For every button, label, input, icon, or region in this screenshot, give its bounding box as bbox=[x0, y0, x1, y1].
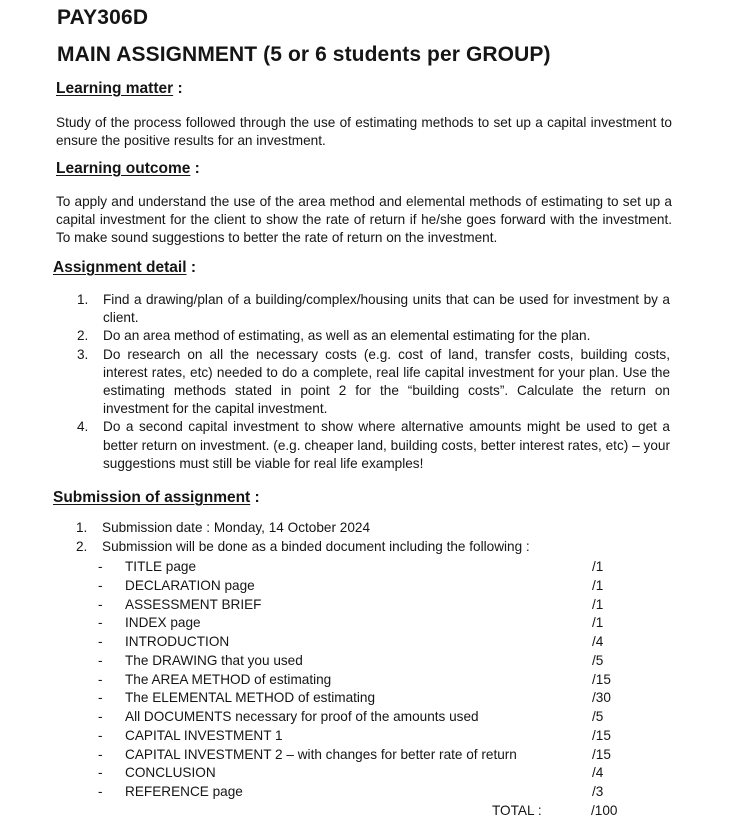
assignment-detail-heading-colon: : bbox=[190, 259, 196, 276]
requirement-dash: - bbox=[98, 690, 103, 706]
requirement-row bbox=[98, 652, 638, 671]
requirement-row bbox=[98, 558, 638, 577]
requirement-score: /1 bbox=[592, 615, 604, 631]
learning-matter-heading-colon: : bbox=[177, 80, 183, 97]
list-item-text: Do research on all the necessary costs (e.g. cost of land, transfer costs, building costs, interest rates, etc) needed to do a complete, real life capital investment for your plan. Use the estimating methods stated in point 2 for the “building costs”. Calculate the return on investment for the capital investment. bbox=[103, 346, 670, 417]
requirement-row bbox=[98, 596, 638, 615]
requirements-list bbox=[98, 558, 638, 802]
list-item-text: Find a drawing/plan of a building/complex/housing units that can be used for investment by a client. bbox=[103, 292, 670, 326]
requirement-dash: - bbox=[98, 559, 103, 574]
requirement-dash: - bbox=[98, 615, 103, 631]
list-item-number: 3. bbox=[77, 346, 89, 362]
requirement-row bbox=[98, 577, 638, 596]
learning-matter-text: Study of the process followed through the use of estimating methods to set up a capital investment to ensure the positive results for an investment. bbox=[56, 115, 672, 149]
requirement-label: ASSESSMENT BRIEF bbox=[125, 596, 262, 612]
requirement-row bbox=[98, 708, 638, 727]
list-item bbox=[76, 538, 676, 557]
requirement-dash: - bbox=[98, 634, 103, 649]
requirement-score: /5 bbox=[592, 709, 604, 724]
requirement-label: INTRODUCTION bbox=[125, 634, 230, 649]
requirement-label: TITLE page bbox=[125, 559, 197, 574]
requirement-label: DECLARATION page bbox=[125, 577, 255, 593]
requirement-row bbox=[98, 783, 638, 802]
requirement-score: /1 bbox=[592, 559, 604, 574]
requirement-dash: - bbox=[98, 652, 103, 668]
submission-list bbox=[76, 519, 676, 556]
learning-matter-heading bbox=[56, 80, 183, 98]
requirement-row bbox=[98, 689, 638, 708]
requirement-row bbox=[98, 727, 638, 746]
requirement-score: /5 bbox=[592, 652, 604, 668]
list-item-number: 2. bbox=[76, 538, 88, 554]
list-item-number: 2. bbox=[77, 328, 89, 344]
list-item-text: Do a second capital investment to show where alternative amounts might be used to get a better return on investment. (e.g. cheaper land, building costs, better interest rates, etc) – your suggestions must still be viable for real life examples! bbox=[103, 419, 670, 471]
list-item bbox=[77, 418, 670, 473]
submission-heading bbox=[53, 489, 260, 507]
requirement-score: /4 bbox=[592, 634, 604, 649]
requirement-row bbox=[98, 614, 638, 633]
list-item-text: Do an area method of estimating, as well as an elemental estimating for the plan. bbox=[103, 328, 591, 344]
learning-outcome-heading bbox=[56, 160, 200, 178]
requirement-label: CAPITAL INVESTMENT 2 – with changes for better rate of return bbox=[125, 746, 517, 762]
list-item-text: Submission date : Monday, 14 October 2024 bbox=[102, 520, 371, 535]
requirement-dash: - bbox=[98, 765, 103, 781]
requirement-score: /15 bbox=[592, 727, 611, 743]
submission-heading-text: Submission of assignment bbox=[53, 489, 251, 506]
requirement-label: CAPITAL INVESTMENT 1 bbox=[125, 727, 283, 743]
requirement-dash: - bbox=[98, 671, 103, 687]
list-item bbox=[77, 327, 670, 345]
requirement-label: The AREA METHOD of estimating bbox=[125, 671, 332, 687]
learning-outcome-text: To apply and understand the use of the area method and elemental methods of estimating to set up a capital investment for the client to show the rate of return if he/she goes forward with the investment. To make sound suggestions to better the rate of return on the investment. bbox=[56, 194, 672, 246]
learning-matter-heading-text: Learning matter bbox=[56, 80, 174, 97]
page-title: MAIN ASSIGNMENT (5 or 6 students per GROUP) bbox=[57, 43, 551, 66]
requirement-dash: - bbox=[98, 577, 103, 593]
list-item-text: Submission will be done as a binded document including the following : bbox=[102, 538, 530, 554]
requirement-score: /30 bbox=[592, 690, 611, 706]
requirement-dash: - bbox=[98, 746, 103, 762]
learning-outcome-heading-colon: : bbox=[194, 160, 200, 177]
requirement-row bbox=[98, 633, 638, 652]
requirement-score: /15 bbox=[592, 746, 611, 762]
requirement-score: /3 bbox=[592, 784, 604, 799]
assignment-detail-heading bbox=[53, 259, 196, 277]
list-item bbox=[77, 291, 670, 327]
requirement-label: The DRAWING that you used bbox=[125, 652, 303, 668]
list-item-number: 1. bbox=[77, 292, 89, 307]
requirement-label: The ELEMENTAL METHOD of estimating bbox=[125, 690, 376, 706]
requirement-row bbox=[98, 764, 638, 783]
requirement-dash: - bbox=[98, 709, 103, 724]
requirement-score: /1 bbox=[592, 577, 604, 593]
learning-outcome-heading-text: Learning outcome bbox=[56, 160, 191, 177]
requirement-label: INDEX page bbox=[125, 615, 201, 631]
list-item bbox=[76, 519, 676, 538]
requirement-score: /4 bbox=[592, 765, 604, 781]
requirement-row bbox=[98, 671, 638, 690]
total-score: /100 bbox=[591, 803, 618, 818]
assignment-detail-heading-text: Assignment detail bbox=[53, 259, 187, 276]
requirement-label: CONCLUSION bbox=[125, 765, 216, 781]
requirement-score: /15 bbox=[592, 671, 611, 687]
total-label: TOTAL : bbox=[492, 803, 542, 818]
course-code: PAY306D bbox=[57, 6, 149, 29]
list-item-number: 1. bbox=[76, 520, 88, 535]
requirement-label: REFERENCE page bbox=[125, 784, 243, 799]
requirement-row bbox=[98, 746, 638, 765]
requirement-dash: - bbox=[98, 596, 103, 612]
requirement-score: /1 bbox=[592, 596, 604, 612]
list-item-number: 4. bbox=[77, 419, 89, 435]
list-item bbox=[77, 346, 670, 419]
requirement-dash: - bbox=[98, 784, 103, 799]
requirement-dash: - bbox=[98, 727, 103, 743]
assignment-detail-list bbox=[77, 291, 670, 473]
submission-heading-colon: : bbox=[254, 489, 260, 506]
requirement-label: All DOCUMENTS necessary for proof of the amounts used bbox=[125, 709, 479, 724]
